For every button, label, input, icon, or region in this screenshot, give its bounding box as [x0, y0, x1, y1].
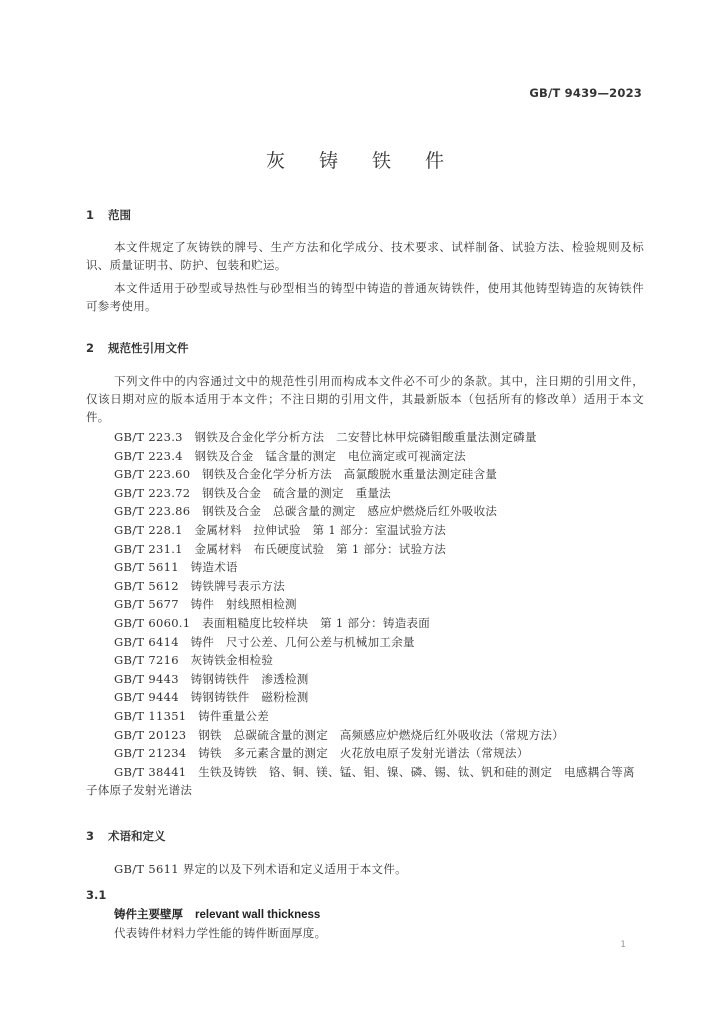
- section-title: 范围: [108, 208, 131, 222]
- reference-item: GB/T 223.60 钢铁及合金化学分析方法 高氯酸脱水重量法测定硅含量: [114, 467, 498, 482]
- reference-item: GB/T 20123 钢铁 总碳硫含量的测定 高频感应炉燃烧后红外吸收法（常规方法）: [114, 727, 565, 742]
- reference-item: GB/T 5612 铸铁牌号表示方法: [114, 578, 286, 593]
- document-title: 灰 铸 铁 件: [265, 150, 459, 172]
- terms-intro: GB/T 5611 界定的以及下列术语和定义适用于本文件。: [114, 862, 407, 876]
- scope-paragraph-1: 本文件规定了灰铸铁的牌号、生产方法和化学成分、技术要求、试样制备、试验方法、检验规则及标识、质量证明书、防护、包装和贮运。: [86, 240, 644, 272]
- section-3-heading: [86, 828, 166, 844]
- reference-item: GB/T 231.1 金属材料 布氏硬度试验 第 1 部分：试验方法: [114, 541, 447, 556]
- reference-item: GB/T 21234 铸铁 多元素含量的测定 火花放电原子发射光谱法（常规法）: [114, 746, 529, 761]
- section-2-heading: [86, 340, 189, 356]
- scope-paragraph-2: 本文件适用于砂型或导热性与砂型相当的铸型中铸造的普通灰铸铁件，使用其他铸型铸造的灰铸铁件可参考使用。: [86, 281, 644, 313]
- section-title: 术语和定义: [108, 829, 166, 843]
- section-number: 1: [86, 208, 95, 222]
- section-1-heading: [86, 207, 131, 223]
- term-entry: [114, 906, 320, 922]
- reference-item: GB/T 223.3 钢铁及合金化学分析方法 二安替比林甲烷磷钼酸重量法测定磷量: [114, 430, 537, 444]
- term-chinese: 铸件主要壁厚: [114, 907, 183, 921]
- reference-item: GB/T 223.4 钢铁及合金 锰含量的测定 电位滴定或可视滴定法: [114, 448, 466, 463]
- section-number: 2: [86, 341, 95, 355]
- normative-refs-intro: 下列文件中的内容通过文中的规范性引用而构成本文件必不可少的条款。其中，注日期的引用文件，仅该日期对应的版本适用于本文件；不注日期的引用文件，其最新版本（包括所有的修改单）适用于本文件。: [86, 374, 644, 424]
- section-title: 规范性引用文件: [108, 341, 189, 355]
- reference-item: GB/T 9444 铸钢铸铁件 磁粉检测: [114, 690, 309, 705]
- reference-item: GB/T 223.72 钢铁及合金 硫含量的测定 重量法: [114, 485, 391, 500]
- reference-item: GB/T 223.86 钢铁及合金 总碳含量的测定 感应炉燃烧后红外吸收法: [114, 504, 498, 519]
- standard-code: GB/T 9439—2023: [529, 86, 642, 100]
- reference-item: GB/T 38441 生铁及铸铁 铬、铜、镁、锰、钼、镍、磷、锡、钛、钒和硅的测定 电感耦合等离子体原子发射光谱法: [86, 764, 635, 798]
- reference-item: GB/T 5611 铸造术语: [114, 560, 238, 575]
- reference-item: GB/T 11351 铸件重量公差: [114, 708, 270, 723]
- term-english: relevant wall thickness: [195, 909, 321, 921]
- reference-item: GB/T 6414 铸件 尺寸公差、几何公差与机械加工余量: [114, 634, 415, 649]
- page-number: 1: [620, 940, 626, 950]
- reference-item: GB/T 5677 铸件 射线照相检测: [114, 597, 297, 612]
- reference-item: GB/T 9443 铸钢铸铁件 渗透检测: [114, 671, 309, 686]
- reference-item: GB/T 228.1 金属材料 拉伸试验 第 1 部分：室温试验方法: [114, 522, 447, 537]
- reference-item: GB/T 6060.1 表面粗糙度比较样块 第 1 部分：铸造表面: [114, 615, 431, 630]
- reference-item: GB/T 7216 灰铸铁金相检验: [114, 653, 274, 668]
- term-definition: 代表铸件材料力学性能的铸件断面厚度。: [114, 926, 327, 940]
- term-number: 3.1: [86, 888, 107, 902]
- reference-list: [86, 428, 646, 800]
- section-number: 3: [86, 829, 95, 843]
